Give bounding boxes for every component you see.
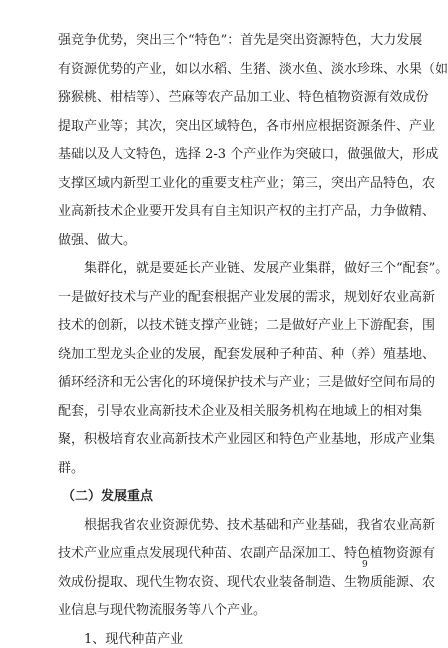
text-line: 1、现代种苗产业 [84, 632, 184, 647]
text-line: 业信息与现代物流服务等八个产业。 [58, 603, 267, 618]
text-line: 一是做好技术与产业的配套根据产业发展的需求，规划好农业高新 [58, 290, 436, 305]
text-line: 强竞争优势，突出三个“特色”：首先是突出资源特色，大力发展 [58, 33, 423, 48]
text-line: 效成份提取、现代生物农资、现代农业装备制造、生物质能源、农 [58, 575, 436, 590]
page-number: 9 [362, 560, 368, 570]
text-line: 提取产业等；其次，突出区域特色，各市州应根据资源条件、产业 [58, 119, 436, 134]
text-line: 业高新技术企业要开发具有自主知识产权的主打产品，力争做精、 [58, 204, 436, 219]
text-line: 支撑区域内新型工业化的重要支柱产业；第三，突出产品特色，农 [58, 176, 436, 191]
text-line: 技术的创新，以技术链支撑产业链；二是做好产业上下游配套，围 [58, 318, 436, 333]
text-line: 集群化，就是要延长产业链、发展产业集群，做好三个“配套”。 [84, 261, 448, 276]
text-line: 基础以及人文特色，选择 2-3 个产业作为突破口，做强做大，形成 [58, 147, 439, 162]
text-line: 有资源优势的产业，如以水稻、生猪、淡水鱼、淡水珍珠、水果（如 [58, 62, 448, 77]
text-line: 技术产业应重点发展现代种苗、农副产品深加工、特色植物资源有 [58, 546, 436, 561]
text-line: 聚，积极培育农业高新技术产业园区和特色产业基地，形成产业集 [58, 432, 436, 447]
text-line: 群。 [58, 461, 85, 476]
text-line: 绕加工型龙头企业的发展，配套发展种子种苗、种（养）殖基地、 [58, 347, 436, 362]
text-line: 循环经济和无公害化的环境保护技术与产业；三是做好空间布局的 [58, 375, 436, 390]
text-line: 配套，引导农业高新技术企业及相关服务机构在地域上的相对集 [58, 404, 423, 419]
section-heading: （二）发展重点 [62, 489, 154, 504]
text-line: 猕猴桃、柑桔等）、苎麻等农产品加工业、特色植物资源有效成份 [58, 90, 429, 105]
text-line: 根据我省农业资源优势、技术基础和产业基础，我省农业高新 [84, 518, 436, 533]
text-line: 做强、做大。 [58, 233, 137, 248]
